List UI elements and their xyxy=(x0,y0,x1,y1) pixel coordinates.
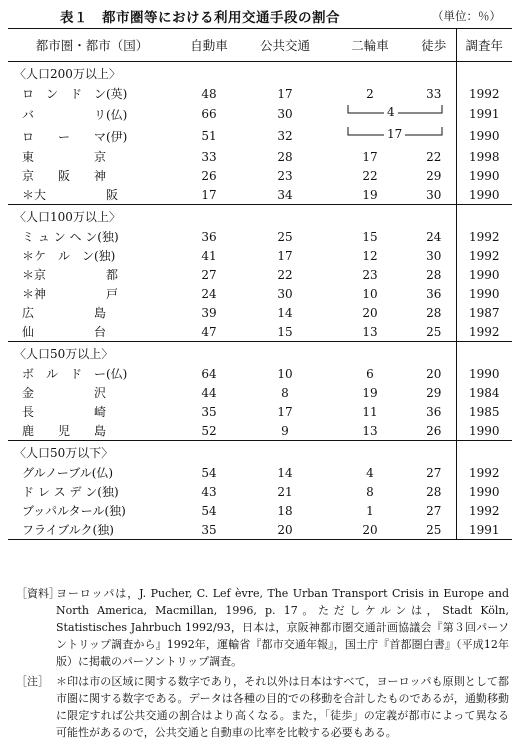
car-cell: 51 xyxy=(201,129,217,143)
public-cell: 17 xyxy=(277,248,293,263)
two-wheel-cell: 4 xyxy=(366,465,374,480)
header-row xyxy=(8,29,512,62)
city-cell: 鹿 児 島 xyxy=(22,424,107,438)
two-wheel-cell: 13 xyxy=(362,324,378,339)
car-cell: 54 xyxy=(201,503,217,518)
table-row xyxy=(8,303,512,322)
title-row xyxy=(60,6,501,26)
public-cell: 28 xyxy=(277,149,293,164)
header-car: 自動車 xyxy=(176,29,242,62)
city-cell: 東 京 xyxy=(22,150,107,164)
table-row xyxy=(8,265,512,284)
table-row xyxy=(8,125,512,147)
city-cell: ブッパルタール(独) xyxy=(22,504,126,518)
city-cell: ＊神 戸 xyxy=(22,287,119,301)
walk-cell: 25 xyxy=(426,324,442,339)
year-cell: 1992 xyxy=(456,84,512,103)
walk-cell: 29 xyxy=(426,168,442,183)
year-cell: 1990 xyxy=(456,364,512,383)
public-cell: 22 xyxy=(277,267,293,282)
two-wheel-cell: 6 xyxy=(366,366,374,381)
year-cell: 1990 xyxy=(456,421,512,441)
car-cell: 44 xyxy=(201,385,217,400)
year-cell: 1991 xyxy=(456,520,512,540)
city-cell: ド レ ス デ ン(独) xyxy=(22,485,119,499)
two-wheel-cell: 12 xyxy=(362,248,378,263)
city-cell: ロ ン ド ン(英) xyxy=(22,87,128,101)
two-wheel-cell: 23 xyxy=(362,267,378,282)
table-row xyxy=(8,364,512,383)
header-walk: 徒歩 xyxy=(412,29,456,62)
year-cell xyxy=(456,342,512,365)
public-cell: 20 xyxy=(277,522,293,537)
table-title: 表１ 都市圏等における利用交通手段の割合 xyxy=(60,10,340,26)
year-cell xyxy=(456,62,512,85)
public-cell: 32 xyxy=(277,129,293,143)
year-cell: 1992 xyxy=(456,463,512,482)
public-cell: 30 xyxy=(277,286,293,301)
two-wheel-cell: 19 xyxy=(362,187,378,202)
walk-cell: 30 xyxy=(426,248,442,263)
two-wheel-cell: 17 xyxy=(362,149,378,164)
table-row xyxy=(8,166,512,185)
table-row xyxy=(8,501,512,520)
walk-cell: 27 xyxy=(426,465,442,480)
car-cell: 41 xyxy=(201,248,217,263)
source-text: ヨーロッパは，J. Pucher, C. Lef èvre, The Urban Transport Crisis in Europe and North America, Macmillan, 1996, p. 17。ただしケルンは，Stadt Köln, Statistisches Jahrbuch 1992/93，日本は，京阪神都市圏交通計画協議会『第３回パーソントリップ調査から』1992年，運輸省『都市交通年報』，国土庁『首都圏白書』（平成12年版）に掲載のパーソントリップ調査。 xyxy=(56,587,509,668)
table-row xyxy=(8,402,512,421)
car-cell: 52 xyxy=(201,423,217,438)
footnote-label: ［注］ xyxy=(16,675,49,688)
group-row xyxy=(8,441,512,464)
table-row xyxy=(8,284,512,303)
table-row xyxy=(8,84,512,103)
walk-cell: 36 xyxy=(426,286,442,301)
year-cell: 1985 xyxy=(456,402,512,421)
group-label: 〈人口50万以下〉 xyxy=(8,441,456,464)
table-body xyxy=(8,62,512,540)
public-cell: 10 xyxy=(277,366,293,381)
two-wheel-cell: 20 xyxy=(362,305,378,320)
city-cell: ロ ー マ(伊) xyxy=(22,129,128,144)
two-wheel-cell: 10 xyxy=(362,286,378,301)
merged-bracket xyxy=(328,103,456,122)
table-row xyxy=(8,103,512,125)
city-cell: 仙 台 xyxy=(22,325,107,339)
header-two-wheel: 二輪車 xyxy=(328,29,412,62)
city-cell: ＊大 阪 xyxy=(22,188,119,202)
car-cell: 64 xyxy=(201,366,217,381)
public-cell: 25 xyxy=(277,229,293,244)
car-cell: 33 xyxy=(201,149,217,164)
car-cell: 39 xyxy=(201,305,217,320)
two-wheel-cell: 20 xyxy=(362,522,378,537)
walk-cell: 27 xyxy=(426,503,442,518)
city-cell: ＊ケ ル ン(独) xyxy=(22,249,116,263)
footnote xyxy=(16,673,509,741)
two-wheel-cell: 13 xyxy=(362,423,378,438)
group-row xyxy=(8,342,512,365)
year-cell: 1992 xyxy=(456,322,512,342)
year-cell: 1998 xyxy=(456,147,512,166)
two-wheel-cell: 8 xyxy=(366,484,374,499)
walk-cell: 24 xyxy=(426,229,442,244)
table-row xyxy=(8,185,512,205)
city-cell: ボ ル ド ー(仏) xyxy=(22,367,128,381)
year-cell: 1987 xyxy=(456,303,512,322)
year-cell: 1990 xyxy=(456,265,512,284)
year-cell: 1992 xyxy=(456,227,512,246)
car-cell: 26 xyxy=(201,168,217,183)
car-cell: 54 xyxy=(201,465,217,480)
walk-cell: 25 xyxy=(426,522,442,537)
city-cell: 長 崎 xyxy=(22,405,107,419)
car-cell: 24 xyxy=(201,286,217,301)
car-cell: 35 xyxy=(201,404,217,419)
year-cell: 1990 xyxy=(456,125,512,147)
year-cell: 1992 xyxy=(456,501,512,520)
city-cell: 金 沢 xyxy=(22,386,107,400)
header-city: 都市圏・都市（国） xyxy=(8,29,176,62)
merged-bracket xyxy=(328,125,456,144)
merged-value: 4 xyxy=(384,105,398,119)
walk-cell: 20 xyxy=(426,366,442,381)
city-cell: フライブルク(独) xyxy=(22,523,114,537)
footnote-text: ＊印は市の区域に関する数字であり，それ以外は日本はすべて，ヨーロッパも原則として都市圏に関する数字である。データは各種の目的での移動を合計したものであるが，通勤移動に限定すれば公共交通の割合はより高くなる。また，「徒歩」の定義が都市によって異なる可能性があるので，公共交通と自動車の比率を比較する必要もある。 xyxy=(56,675,509,739)
public-cell: 9 xyxy=(281,423,289,438)
walk-cell: 29 xyxy=(426,385,442,400)
table-row xyxy=(8,227,512,246)
year-cell: 1992 xyxy=(456,246,512,265)
year-cell: 1990 xyxy=(456,185,512,205)
car-cell: 66 xyxy=(201,107,217,121)
table-row xyxy=(8,383,512,402)
walk-cell: 33 xyxy=(426,86,442,101)
year-cell xyxy=(456,441,512,464)
two-wheel-cell xyxy=(328,125,456,147)
table-row xyxy=(8,322,512,342)
car-cell: 48 xyxy=(201,86,217,101)
year-cell: 1990 xyxy=(456,284,512,303)
group-label: 〈人口100万以上〉 xyxy=(8,205,456,228)
group-row xyxy=(8,62,512,85)
source-note xyxy=(16,585,509,670)
car-cell: 47 xyxy=(201,324,217,339)
table-row xyxy=(8,246,512,265)
unit-label: （単位：％） xyxy=(432,9,501,23)
table-row xyxy=(8,482,512,501)
public-cell: 30 xyxy=(277,107,293,121)
header-public: 公共交通 xyxy=(242,29,328,62)
car-cell: 17 xyxy=(201,187,217,202)
walk-cell: 28 xyxy=(426,484,442,499)
walk-cell: 28 xyxy=(426,267,442,282)
public-cell: 14 xyxy=(277,465,293,480)
city-cell: グルノーブル(仏) xyxy=(22,466,114,480)
car-cell: 27 xyxy=(201,267,217,282)
car-cell: 35 xyxy=(201,522,217,537)
city-cell: バ リ(仏) xyxy=(22,107,128,122)
header-year: 調査年 xyxy=(456,29,512,62)
public-cell: 34 xyxy=(277,187,293,202)
group-label: 〈人口200万以上〉 xyxy=(14,66,121,81)
walk-cell: 30 xyxy=(426,187,442,202)
group-label: 〈人口50万以上〉 xyxy=(8,342,456,365)
table-row xyxy=(8,520,512,540)
year-cell: 1984 xyxy=(456,383,512,402)
car-cell: 36 xyxy=(201,229,217,244)
year-cell xyxy=(456,205,512,228)
two-wheel-cell: 15 xyxy=(362,229,378,244)
walk-cell: 36 xyxy=(426,404,442,419)
public-cell: 14 xyxy=(277,305,293,320)
public-cell: 17 xyxy=(277,404,293,419)
walk-cell: 28 xyxy=(426,305,442,320)
source-label: ［資料］ xyxy=(16,587,60,600)
public-cell: 17 xyxy=(277,86,293,101)
group-row xyxy=(8,205,512,228)
two-wheel-cell: 1 xyxy=(366,503,374,518)
two-wheel-cell: 19 xyxy=(362,385,378,400)
data-table xyxy=(8,28,512,540)
public-cell: 21 xyxy=(277,484,293,499)
public-cell: 8 xyxy=(281,385,289,400)
year-cell: 1991 xyxy=(456,103,512,125)
car-cell: 43 xyxy=(201,484,217,499)
walk-cell: 26 xyxy=(426,423,442,438)
public-cell: 15 xyxy=(277,324,293,339)
year-cell: 1990 xyxy=(456,166,512,185)
public-cell: 18 xyxy=(277,503,293,518)
two-wheel-cell: 2 xyxy=(366,86,374,101)
table-row xyxy=(8,463,512,482)
notes xyxy=(16,585,509,741)
merged-value: 17 xyxy=(384,127,405,141)
two-wheel-cell xyxy=(328,103,456,125)
two-wheel-cell: 22 xyxy=(362,168,378,183)
walk-cell: 22 xyxy=(426,149,442,164)
city-cell: 京 阪 神 xyxy=(22,169,107,183)
public-cell: 23 xyxy=(277,168,293,183)
city-cell: ミ ュ ン ヘ ン(独) xyxy=(22,230,119,244)
city-cell: ＊京 都 xyxy=(22,268,119,282)
table-row xyxy=(8,147,512,166)
city-cell: 広 島 xyxy=(22,306,107,320)
table-row xyxy=(8,421,512,441)
year-cell: 1990 xyxy=(456,482,512,501)
two-wheel-cell: 11 xyxy=(362,404,378,419)
